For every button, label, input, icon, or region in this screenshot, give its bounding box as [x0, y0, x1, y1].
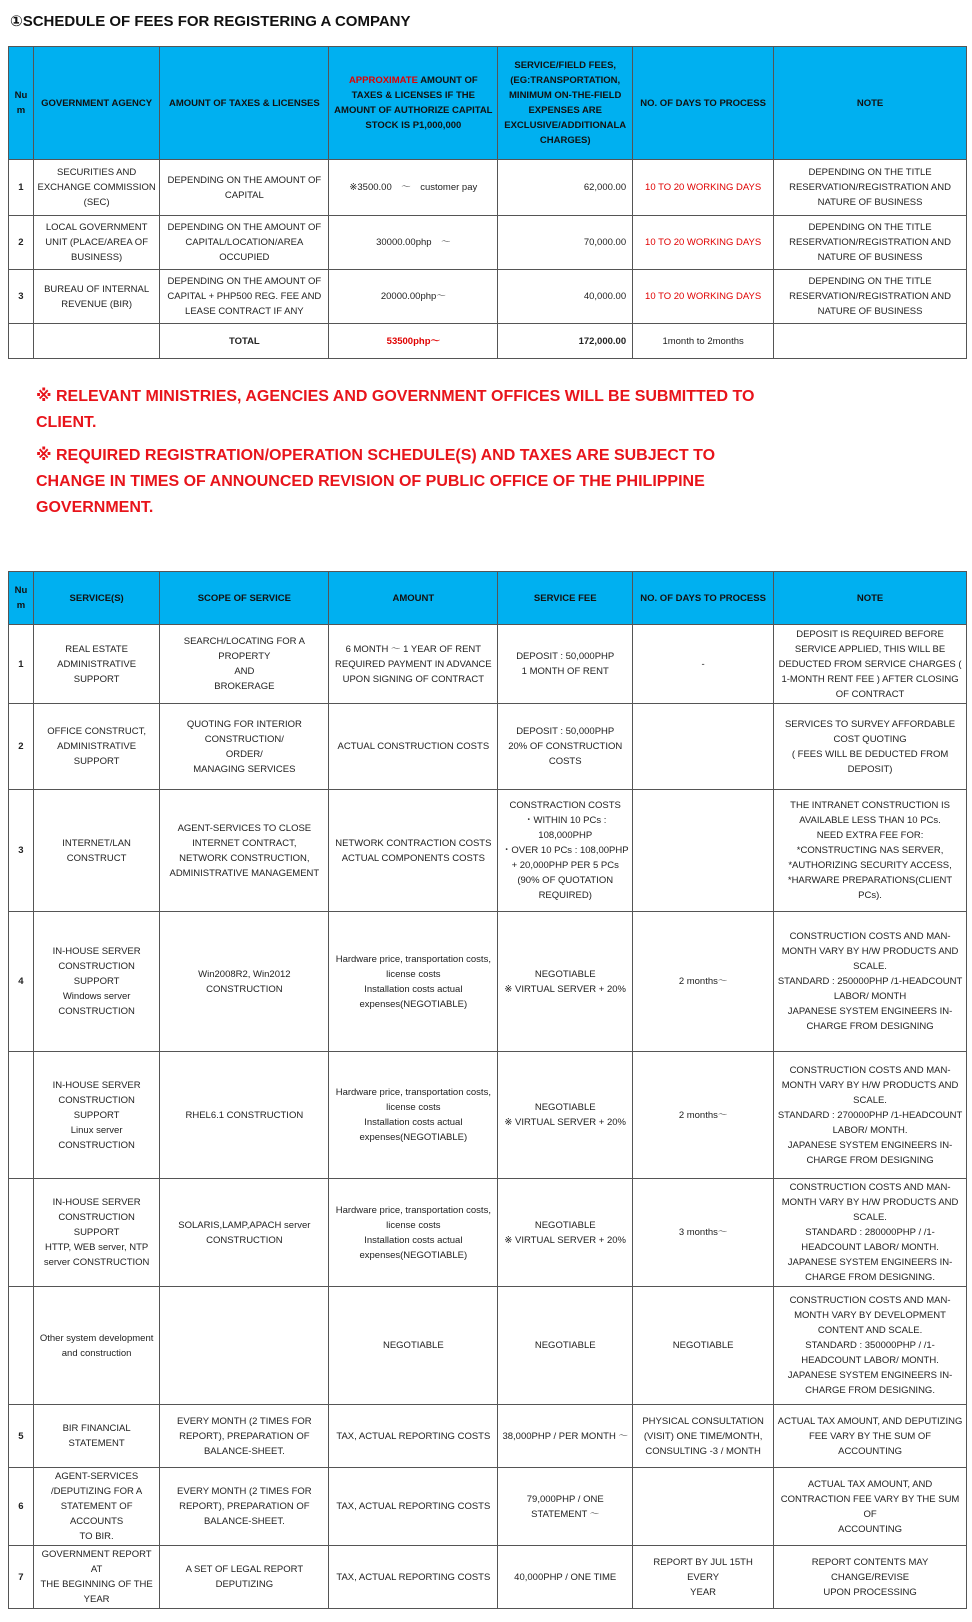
- table-row: [9, 270, 967, 324]
- row-approx: 20000.00php～: [329, 270, 498, 324]
- table-row: [9, 216, 967, 270]
- row-agency: SECURITIES AND EXCHANGE COMMISSION (SEC): [33, 160, 159, 216]
- row-service: IN-HOUSE SERVER CONSTRUCTION SUPPORT Linux server CONSTRUCTION: [33, 1052, 159, 1179]
- row-scope: RHEL6.1 CONSTRUCTION: [160, 1052, 329, 1179]
- row-fee: CONSTRACTION COSTS ・WITHIN 10 PCs : 108,000PHP ・OVER 10 PCs : 108,00PHP + 20,000PHP PER 5 PCs (90% OF QUOTATION REQUIRED): [498, 790, 633, 912]
- row-service: 40,000.00: [498, 270, 633, 324]
- row-taxes: DEPENDING ON THE AMOUNT OF CAPITAL: [160, 160, 329, 216]
- row-days: -: [633, 625, 774, 704]
- header-service: SERVICE/FIELD FEES, (EG:TRANSPORTATION, MINIMUM ON-THE-FIELD EXPENSES ARE EXCLUSIVE/ADDITIONALA CHARGES): [498, 47, 633, 160]
- row-days: 10 TO 20 WORKING DAYS: [633, 216, 774, 270]
- row-fee: NEGOTIABLE: [498, 1287, 633, 1405]
- registration-fees-table: [8, 46, 967, 359]
- row-note: DEPENDING ON THE TITLE RESERVATION/REGISTRATION AND NATURE OF BUSINESS: [774, 270, 967, 324]
- row-note: SERVICES TO SURVEY AFFORDABLE COST QUOTING ( FEES WILL BE DEDUCTED FROM DEPOSIT): [774, 704, 967, 790]
- row-scope: [160, 1287, 329, 1405]
- row-agency: LOCAL GOVERNMENT UNIT (PLACE/AREA OF BUSINESS): [33, 216, 159, 270]
- row-amount: Hardware price, transportation costs, license costs Installation costs actual expenses(NEGOTIABLE): [329, 1052, 498, 1179]
- row-fee: NEGOTIABLE ※ VIRTUAL SERVER + 20%: [498, 1179, 633, 1287]
- header-days: NO. OF DAYS TO PROCESS: [633, 47, 774, 160]
- row-taxes: DEPENDING ON THE AMOUNT OF CAPITAL/LOCATION/AREA OCCUPIED: [160, 216, 329, 270]
- row-approx: ※3500.00 ～ customer pay: [329, 160, 498, 216]
- row-days: [633, 1468, 774, 1546]
- row-amount: Hardware price, transportation costs, license costs Installation costs actual expenses(NEGOTIABLE): [329, 912, 498, 1052]
- row-amount: ACTUAL CONSTRUCTION COSTS: [329, 704, 498, 790]
- row-service: REAL ESTATE ADMINISTRATIVE SUPPORT: [33, 625, 159, 704]
- row-service: BIR FINANCIAL STATEMENT: [33, 1405, 159, 1468]
- row-scope: AGENT-SERVICES TO CLOSE INTERNET CONTRACT, NETWORK CONSTRUCTION, ADMINISTRATIVE MANAGEMENT: [160, 790, 329, 912]
- row-days: 10 TO 20 WORKING DAYS: [633, 160, 774, 216]
- row-scope: A SET OF LEGAL REPORT DEPUTIZING: [160, 1546, 329, 1609]
- header-amount: AMOUNT: [329, 572, 498, 625]
- row-note: CONSTRUCTION COSTS AND MAN-MONTH VARY BY H/W PRODUCTS AND SCALE. STANDARD : 270000PHP /1-HEADCOUNT LABOR/ MONTH. JAPANESE SYSTEM ENGINEERS IN-CHARGE FROM DESIGNING: [774, 1052, 967, 1179]
- row-scope: EVERY MONTH (2 TIMES FOR REPORT), PREPARATION OF BALANCE-SHEET.: [160, 1405, 329, 1468]
- row-days: 2 months～: [633, 1052, 774, 1179]
- row-fee: NEGOTIABLE ※ VIRTUAL SERVER + 20%: [498, 1052, 633, 1179]
- row-note: CONSTRUCTION COSTS AND MAN-MONTH VARY BY DEVELOPMENT CONTENT AND SCALE. STANDARD : 350000PHP / /1-HEADCOUNT LABOR/ MONTH. JAPANESE SYSTEM ENGINEERS IN-CHARGE FROM DESIGNING.: [774, 1287, 967, 1405]
- row-service: IN-HOUSE SERVER CONSTRUCTION SUPPORT HTTP, WEB server, NTP server CONSTRUCTION: [33, 1179, 159, 1287]
- row-amount: NEGOTIABLE: [329, 1287, 498, 1405]
- table-row: [9, 1405, 967, 1468]
- total-empty-agency: [33, 324, 159, 359]
- row-num: 2: [9, 216, 34, 270]
- row-note: DEPENDING ON THE TITLE RESERVATION/REGISTRATION AND NATURE OF BUSINESS: [774, 216, 967, 270]
- row-service: 70,000.00: [498, 216, 633, 270]
- row-scope: SOLARIS,LAMP,APACH server CONSTRUCTION: [160, 1179, 329, 1287]
- row-note: ACTUAL TAX AMOUNT, AND DEPUTIZING FEE VARY BY THE SUM OF ACCOUNTING: [774, 1405, 967, 1468]
- table-row: [9, 1052, 967, 1179]
- header-service: SERVICE(S): [33, 572, 159, 625]
- row-scope: EVERY MONTH (2 TIMES FOR REPORT), PREPARATION OF BALANCE-SHEET.: [160, 1468, 329, 1546]
- approx-highlight: APPROXIMATE: [348, 75, 418, 86]
- row-num: 4: [9, 912, 34, 1052]
- row-num: [9, 1052, 34, 1179]
- row-taxes: DEPENDING ON THE AMOUNT OF CAPITAL + PHP500 REG. FEE AND LEASE CONTRACT IF ANY: [160, 270, 329, 324]
- row-amount: Hardware price, transportation costs, license costs Installation costs actual expenses(NEGOTIABLE): [329, 1179, 498, 1287]
- header-agency: GOVERNMENT AGENCY: [33, 47, 159, 160]
- row-amount: NETWORK CONTRACTION COSTS ACTUAL COMPONENTS COSTS: [329, 790, 498, 912]
- row-num: 6: [9, 1468, 34, 1546]
- row-amount: TAX, ACTUAL REPORTING COSTS: [329, 1405, 498, 1468]
- row-fee: 79,000PHP / ONE STATEMENT ～: [498, 1468, 633, 1546]
- notice-ministries: ※ RELEVANT MINISTRIES, AGENCIES AND GOVERNMENT OFFICES WILL BE SUBMITTED TO CLIENT.: [36, 388, 755, 431]
- table-row: [9, 790, 967, 912]
- row-amount: TAX, ACTUAL REPORTING COSTS: [329, 1468, 498, 1546]
- notice-schedule-change: ※ REQUIRED REGISTRATION/OPERATION SCHEDULE(S) AND TAXES ARE SUBJECT TO CHANGE IN TIMES OF ANNOUNCED REVISION OF PUBLIC OFFICE OF THE PHILIPPINE GOVERNMENT.: [36, 447, 716, 516]
- total-approx: 53500php～: [329, 324, 498, 359]
- row-num: [9, 1287, 34, 1405]
- row-note: ACTUAL TAX AMOUNT, AND CONTRACTION FEE VARY BY THE SUM OF ACCOUNTING: [774, 1468, 967, 1546]
- table-row: [9, 1546, 967, 1609]
- row-fee: DEPOSIT : 50,000PHP 20% OF CONSTRUCTION COSTS: [498, 704, 633, 790]
- row-agency: BUREAU OF INTERNAL REVENUE (BIR): [33, 270, 159, 324]
- table-row: [9, 1287, 967, 1405]
- header-scope: SCOPE OF SERVICE: [160, 572, 329, 625]
- row-fee: 38,000PHP / PER MONTH ～: [498, 1405, 633, 1468]
- total-row: [9, 324, 967, 359]
- row-service: INTERNET/LAN CONSTRUCT: [33, 790, 159, 912]
- row-service: IN-HOUSE SERVER CONSTRUCTION SUPPORT Windows server CONSTRUCTION: [33, 912, 159, 1052]
- row-num: 2: [9, 704, 34, 790]
- row-days: REPORT BY JUL 15TH EVERY YEAR: [633, 1546, 774, 1609]
- table-row: [9, 912, 967, 1052]
- table-row: [9, 1468, 967, 1546]
- table-row: [9, 704, 967, 790]
- header-num: Num: [9, 572, 34, 625]
- row-scope: QUOTING FOR INTERIOR CONSTRUCTION/ ORDER/ MANAGING SERVICES: [160, 704, 329, 790]
- row-approx: 30000.00php ～: [329, 216, 498, 270]
- row-num: 3: [9, 270, 34, 324]
- row-service: Other system development and construction: [33, 1287, 159, 1405]
- table-row: [9, 1179, 967, 1287]
- total-empty-num: [9, 324, 34, 359]
- table-header-row: [9, 47, 967, 160]
- row-fee: DEPOSIT : 50,000PHP 1 MONTH OF RENT: [498, 625, 633, 704]
- table-header-row: [9, 572, 967, 625]
- total-empty-note: [774, 324, 967, 359]
- row-note: REPORT CONTENTS MAY CHANGE/REVISE UPON PROCESSING: [774, 1546, 967, 1609]
- services-table: [8, 571, 967, 1609]
- total-service: 172,000.00: [498, 324, 633, 359]
- row-num: 3: [9, 790, 34, 912]
- row-service: 62,000.00: [498, 160, 633, 216]
- row-note: DEPENDING ON THE TITLE RESERVATION/REGISTRATION AND NATURE OF BUSINESS: [774, 160, 967, 216]
- row-num: [9, 1179, 34, 1287]
- header-fee: SERVICE FEE: [498, 572, 633, 625]
- table-row: [9, 625, 967, 704]
- row-days: 2 months～: [633, 912, 774, 1052]
- row-note: DEPOSIT IS REQUIRED BEFORE SERVICE APPLIED, THIS WILL BE DEDUCTED FROM SERVICE CHARGES ( 1-MONTH RENT FEE ) AFTER CLOSING OF CONTRACT: [774, 625, 967, 704]
- row-note: THE INTRANET CONSTRUCTION IS AVAILABLE LESS THAN 10 PCs. NEED EXTRA FEE FOR: *CONSTRUCTING NAS SERVER, *AUTHORIZING SECURITY ACCESS, *HARWARE PREPARATIONS(CLIENT PCs).: [774, 790, 967, 912]
- row-days: 3 months～: [633, 1179, 774, 1287]
- total-days: 1month to 2months: [633, 324, 774, 359]
- header-days: NO. OF DAYS TO PROCESS: [633, 572, 774, 625]
- row-days: 10 TO 20 WORKING DAYS: [633, 270, 774, 324]
- header-note: NOTE: [774, 572, 967, 625]
- row-service: OFFICE CONSTRUCT, ADMINISTRATIVE SUPPORT: [33, 704, 159, 790]
- row-scope: Win2008R2, Win2012 CONSTRUCTION: [160, 912, 329, 1052]
- row-num: 1: [9, 160, 34, 216]
- row-days: PHYSICAL CONSULTATION (VISIT) ONE TIME/MONTH, CONSULTING -3 / MONTH: [633, 1405, 774, 1468]
- approx-rest: AMOUNT OF TAXES & LICENSES IF THE AMOUNT OF AUTHORIZE CAPITAL STOCK IS P1,000,000: [334, 75, 493, 131]
- row-days: [633, 790, 774, 912]
- page-title: ①SCHEDULE OF FEES FOR REGISTERING A COMPANY: [10, 13, 411, 30]
- table-row: [9, 160, 967, 216]
- row-num: 7: [9, 1546, 34, 1609]
- row-fee: NEGOTIABLE ※ VIRTUAL SERVER + 20%: [498, 912, 633, 1052]
- row-service: GOVERNMENT REPORT AT THE BEGINNING OF THE YEAR: [33, 1546, 159, 1609]
- row-scope: SEARCH/LOCATING FOR A PROPERTY AND BROKERAGE: [160, 625, 329, 704]
- row-service: AGENT-SERVICES /DEPUTIZING FOR A STATEMENT OF ACCOUNTS TO BIR.: [33, 1468, 159, 1546]
- row-days: [633, 704, 774, 790]
- row-num: 1: [9, 625, 34, 704]
- header-taxes: AMOUNT OF TAXES & LICENSES: [160, 47, 329, 160]
- row-num: 5: [9, 1405, 34, 1468]
- row-note: CONSTRUCTION COSTS AND MAN-MONTH VARY BY H/W PRODUCTS AND SCALE. STANDARD : 250000PHP /1-HEADCOUNT LABOR/ MONTH JAPANESE SYSTEM ENGINEERS IN-CHARGE FROM DESIGNING: [774, 912, 967, 1052]
- row-note: CONSTRUCTION COSTS AND MAN-MONTH VARY BY H/W PRODUCTS AND SCALE. STANDARD : 280000PHP / /1-HEADCOUNT LABOR/ MONTH. JAPANESE SYSTEM ENGINEERS IN-CHARGE FROM DESIGNING.: [774, 1179, 967, 1287]
- row-amount: TAX, ACTUAL REPORTING COSTS: [329, 1546, 498, 1609]
- row-fee: 40,000PHP / ONE TIME: [498, 1546, 633, 1609]
- total-label: TOTAL: [160, 324, 329, 359]
- row-days: NEGOTIABLE: [633, 1287, 774, 1405]
- header-note: NOTE: [774, 47, 967, 160]
- row-amount: 6 MONTH ～ 1 YEAR OF RENT REQUIRED PAYMENT IN ADVANCE UPON SIGNING OF CONTRACT: [329, 625, 498, 704]
- header-num: Num: [9, 47, 34, 160]
- header-approx: [329, 47, 498, 160]
